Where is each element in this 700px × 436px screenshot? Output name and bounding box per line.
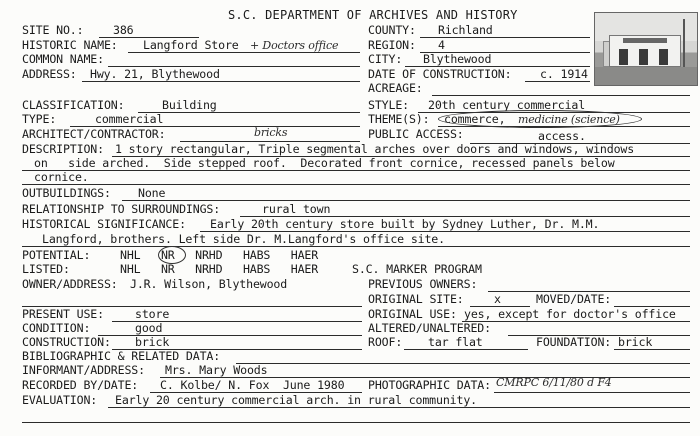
historic-name-value: Langford Store: [143, 38, 239, 52]
description-line-2: on side arched. Side stepped roof. Decorated front cornice, recessed panels below: [34, 156, 615, 170]
address-value: Hwy. 21, Blythewood: [90, 67, 220, 81]
public-access-label: PUBLIC ACCESS:: [368, 127, 464, 141]
construction-date-label: DATE OF CONSTRUCTION:: [368, 67, 512, 81]
style-value: 20th century commercial: [428, 98, 586, 112]
themes-value: commerce,: [444, 112, 506, 126]
description-line-1: 1 story rectangular, Triple segmental arches over doors and windows, windows: [115, 142, 635, 156]
potential-options: NHL NR NRHD HABS HAER: [120, 248, 319, 262]
present-use-value: store: [135, 307, 170, 321]
relationship-label: RELATIONSHIP TO SURROUNDINGS:: [22, 202, 221, 216]
moved-date-label: MOVED/DATE:: [536, 292, 612, 306]
original-use-value: yes, except for doctor's office: [464, 307, 676, 321]
themes-label: THEME(S):: [368, 112, 430, 126]
themes-handwritten: medicine (science): [518, 113, 620, 126]
photographic-data-handwritten: CMRPC 6/11/80 d F4: [496, 376, 612, 389]
foundation-label: FOUNDATION:: [536, 335, 612, 349]
acreage-label: ACREAGE:: [368, 81, 423, 95]
construction-date-value: c. 1914: [540, 67, 588, 81]
outbuildings-value: None: [138, 186, 166, 200]
original-use-label: ORIGINAL USE:: [368, 307, 457, 321]
county-value: Richland: [438, 23, 493, 37]
county-label: COUNTY:: [368, 23, 416, 37]
themes-circle: [438, 110, 642, 128]
recorded-label: RECORDED BY/DATE:: [22, 378, 139, 392]
construction-value: brick: [135, 335, 170, 349]
significance-line-2: Langford, brothers. Left side Dr. M.Langford's office site.: [42, 232, 445, 246]
public-access-value: access.: [538, 129, 586, 143]
foundation-value: brick: [618, 335, 653, 349]
city-label: CITY:: [368, 52, 403, 66]
informant-value: Mrs. Mary Woods: [165, 363, 268, 377]
historic-name-handwritten: + Doctors office: [250, 39, 339, 52]
informant-label: INFORMANT/ADDRESS:: [22, 363, 145, 377]
present-use-label: PRESENT USE:: [22, 307, 104, 321]
listed-options: NHL NR NRHD HABS HAER: [120, 262, 319, 276]
type-value: commercial: [95, 112, 164, 126]
condition-label: CONDITION:: [22, 321, 91, 335]
description-line-3: cornice.: [34, 170, 89, 184]
original-site-value: x: [494, 292, 501, 306]
address-label: ADDRESS:: [22, 67, 77, 81]
roof-value: tar flat: [428, 335, 483, 349]
region-value: 4: [438, 38, 445, 52]
site-no-value: 386: [113, 23, 134, 37]
evaluation-value: Early 20 century commercial arch. in rural community.: [115, 393, 477, 407]
architect-label: ARCHITECT/CONTRACTOR:: [22, 127, 166, 141]
city-value: Blythewood: [423, 52, 492, 66]
evaluation-label: EVALUATION:: [22, 393, 98, 407]
historic-name-label: HISTORIC NAME:: [22, 38, 118, 52]
architect-handwritten: bricks: [254, 126, 288, 139]
common-name-label: COMMON NAME:: [22, 52, 104, 66]
classification-value: Building: [162, 98, 217, 112]
type-label: TYPE:: [22, 112, 57, 126]
roof-label: ROOF:: [368, 335, 403, 349]
building-photo: [594, 12, 698, 86]
marker-program-label: S.C. MARKER PROGRAM: [352, 262, 482, 276]
description-label: DESCRIPTION:: [22, 142, 104, 156]
outbuildings-label: OUTBUILDINGS:: [22, 186, 111, 200]
significance-label: HISTORICAL SIGNIFICANCE:: [22, 217, 186, 231]
owner-label: OWNER/ADDRESS:: [22, 277, 118, 291]
recorded-value: C. Kolbe/ N. Fox June 1980: [160, 378, 345, 392]
bibliographic-label: BIBLIOGRAPHIC & RELATED DATA:: [22, 349, 221, 363]
listed-label: LISTED:: [22, 262, 70, 276]
relationship-value: rural town: [262, 202, 331, 216]
photographic-data-label: PHOTOGRAPHIC DATA:: [368, 378, 491, 392]
owner-value: J.R. Wilson, Blythewood: [130, 277, 288, 291]
significance-line-1: Early 20th century store built by Sydney Luther, Dr. M.M.: [210, 217, 600, 231]
site-no-label: SITE NO.:: [22, 23, 84, 37]
region-label: REGION:: [368, 38, 416, 52]
condition-value: good: [135, 321, 163, 335]
construction-label: CONSTRUCTION:: [22, 335, 111, 349]
original-site-label: ORIGINAL SITE:: [368, 292, 464, 306]
altered-label: ALTERED/UNALTERED:: [368, 321, 491, 335]
previous-owners-label: PREVIOUS OWNERS:: [368, 277, 478, 291]
classification-label: CLASSIFICATION:: [22, 98, 125, 112]
potential-label: POTENTIAL:: [22, 248, 91, 262]
style-label: STYLE:: [368, 98, 409, 112]
form-header: S.C. DEPARTMENT OF ARCHIVES AND HISTORY: [228, 8, 518, 22]
